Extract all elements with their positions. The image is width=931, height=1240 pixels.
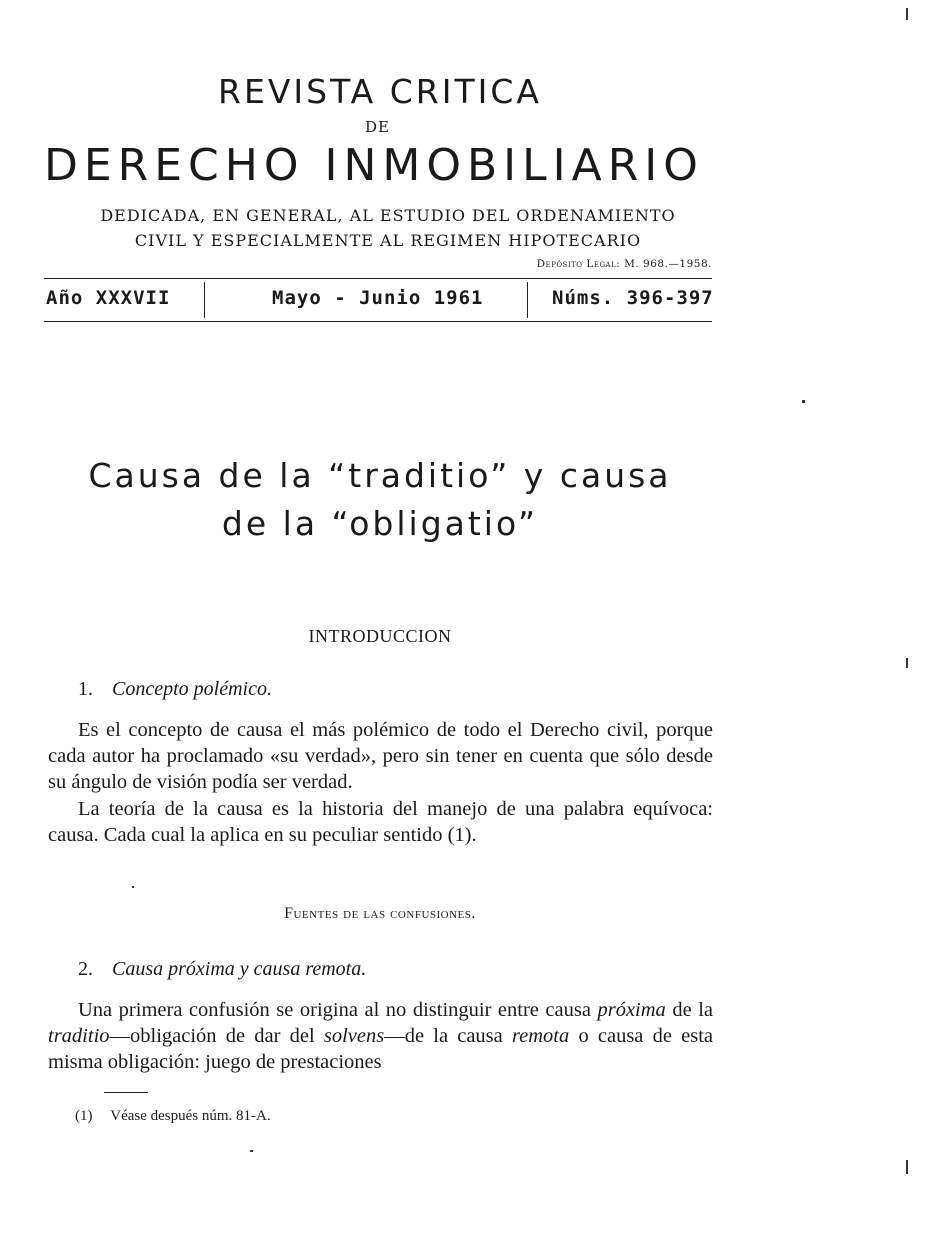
subsection-1 — [78, 678, 272, 701]
scan-speck — [250, 1150, 253, 1152]
footnote-text: Véase después núm. 81-A. — [110, 1108, 271, 1124]
legal-deposit: Depósito Legal: M. 968.—1958. — [536, 258, 712, 270]
article-title-line2: de la “obligatio” — [221, 504, 539, 543]
scan-speck — [802, 400, 805, 403]
article-title-line1: Causa de la “traditio” y causa — [88, 456, 672, 495]
paragraph-3-text: Una primera confusión se origina al no distinguir entre causa próxima de la traditio—obligación de dar del solvens—de la causa remota o causa de esta misma obligación: juego de prestaciones — [48, 999, 713, 1073]
band-bottom-rule — [44, 321, 712, 322]
paragraph-2 — [48, 796, 713, 848]
footnote-marker: (1) — [75, 1108, 93, 1124]
paragraph-3 — [48, 997, 713, 1075]
section-heading-fuentes: Fuentes de las confusiones. — [284, 905, 476, 922]
intro-heading: INTRODUCCION — [308, 626, 452, 646]
subsection-2-number: 2. — [78, 958, 93, 980]
issue-numbers: Núms. 396-397 — [552, 287, 714, 309]
subsection-1-title: Concepto polémico. — [112, 678, 272, 700]
subsection-2 — [78, 958, 366, 981]
paragraph-1-text: Es el concepto de causa el más polémico de todo el Derecho civil, porque cada autor ha proclamado «su verdad», pero sin tener en cuenta que sólo desde su ángulo de visión podía ser verdad. — [48, 719, 713, 793]
scan-speck — [906, 8, 908, 20]
dedication-line2: CIVIL Y ESPECIALMENTE AL REGIMEN HIPOTECARIO — [134, 231, 642, 250]
paragraph-1 — [48, 717, 713, 795]
dedication-line1: DEDICADA, EN GENERAL, AL ESTUDIO DEL ORDENAMIENTO — [100, 206, 676, 225]
paragraph-2-text: La teoría de la causa es la historia del manejo de una palabra equívoca: causa. Cada cual la aplica en su peculiar sentido (1). — [48, 798, 713, 846]
subsection-1-number: 1. — [78, 678, 93, 700]
footnote-rule — [104, 1092, 148, 1093]
band-separator-left — [204, 282, 205, 318]
journal-title-connector: DE — [365, 118, 390, 136]
footnote — [75, 1108, 271, 1125]
issue-year: Año XXXVII — [46, 287, 171, 309]
scan-speck — [906, 658, 908, 668]
scan-speck — [906, 1160, 908, 1174]
issue-date: Mayo - Junio 1961 — [272, 287, 484, 309]
band-separator-right — [527, 282, 528, 318]
scan-speck — [132, 886, 134, 888]
band-top-rule — [44, 278, 712, 279]
journal-title-main: DERECHO INMOBILIARIO — [44, 140, 704, 191]
journal-title-line1: REVISTA CRITICA — [218, 72, 542, 111]
subsection-2-title: Causa próxima y causa remota. — [112, 958, 367, 980]
